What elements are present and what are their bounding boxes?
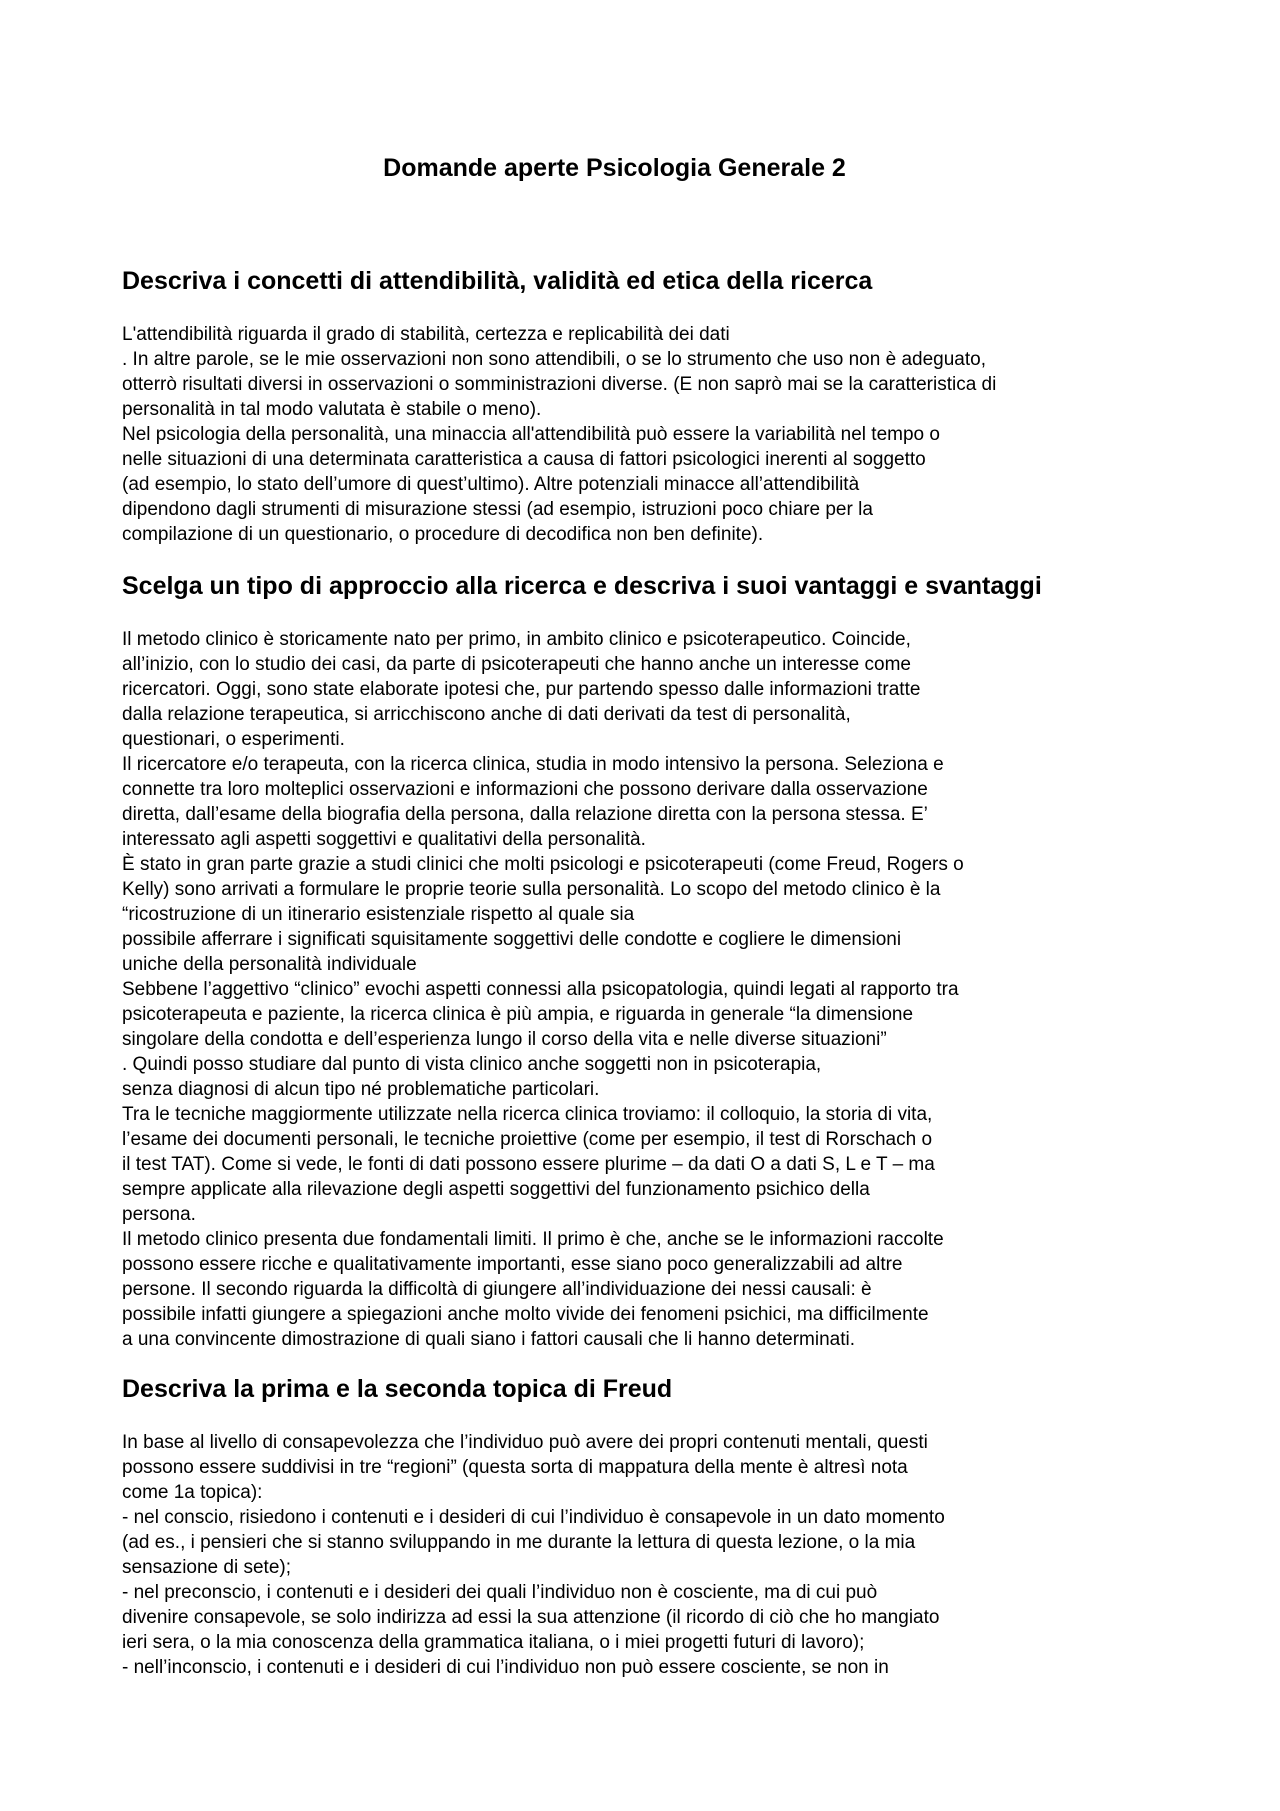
text-line: connette tra loro molteplici osservazioni e informazioni che possono derivare dalla osservazione xyxy=(122,779,928,800)
text-line: - nel conscio, risiedono i contenuti e i desideri di cui l’individuo è consapevole in un dato momento xyxy=(122,1507,945,1528)
text-line: In base al livello di consapevolezza che l’individuo può avere dei propri contenuti mentali, questi xyxy=(122,1432,928,1453)
text-line: possono essere ricche e qualitativamente importanti, esse siano poco generalizzabili ad altre xyxy=(122,1254,903,1275)
text-line: . In altre parole, se le mie osservazioni non sono attendibili, o se lo strumento che uso non è adeguato, xyxy=(122,349,986,370)
section-heading-attendibilita: Descriva i concetti di attendibilità, validità ed etica della ricerca xyxy=(122,267,873,295)
text-line: dalla relazione terapeutica, si arricchiscono anche di dati derivati da test di personalità, xyxy=(122,704,851,725)
text-line: il test TAT). Come si vede, le fonti di dati possono essere plurime – da dati O a dati S, L e T – ma xyxy=(122,1154,935,1175)
text-line: dipendono dagli strumenti di misurazione stessi (ad esempio, istruzioni poco chiare per la xyxy=(122,499,873,520)
text-line: ieri sera, o la mia conoscenza della grammatica italiana, o i miei progetti futuri di lavoro); xyxy=(122,1632,865,1653)
text-line: sempre applicate alla rilevazione degli aspetti soggettivi del funzionamento psichico della xyxy=(122,1179,870,1200)
text-line: psicoterapeuta e paziente, la ricerca clinica è più ampia, e riguarda in generale “la dimensione xyxy=(122,1004,914,1025)
text-line: Tra le tecniche maggiormente utilizzate nella ricerca clinica troviamo: il colloquio, la storia di vita, xyxy=(122,1104,933,1125)
section-body-topica-freud xyxy=(122,1430,945,1680)
text-line: uniche della personalità individuale xyxy=(122,954,417,975)
text-line: nelle situazioni di una determinata caratteristica a causa di fattori psicologici inerenti al soggetto xyxy=(122,449,926,470)
text-line: “ricostruzione di un itinerario esistenziale rispetto al quale sia xyxy=(122,904,635,925)
text-line: Il ricercatore e/o terapeuta, con la ricerca clinica, studia in modo intensivo la persona. Seleziona e xyxy=(122,754,944,775)
text-line: a una convincente dimostrazione di quali siano i fattori causali che li hanno determinati. xyxy=(122,1329,855,1350)
text-line: personalità in tal modo valutata è stabile o meno). xyxy=(122,399,542,420)
text-line: . Quindi posso studiare dal punto di vista clinico anche soggetti non in psicoterapia, xyxy=(122,1054,822,1075)
text-line: persone. Il secondo riguarda la difficoltà di giungere all’individuazione dei nessi causali: è xyxy=(122,1279,872,1300)
text-line: come 1a topica): xyxy=(122,1482,263,1503)
section-body-attendibilita xyxy=(122,322,996,547)
text-line: - nell’inconscio, i contenuti e i desideri di cui l’individuo non può essere cosciente, se non in xyxy=(122,1657,889,1678)
text-line: ricercatori. Oggi, sono state elaborate ipotesi che, pur partendo spesso dalle informazioni tratte xyxy=(122,679,921,700)
text-line: persona. xyxy=(122,1204,196,1225)
text-line: Sebbene l’aggettivo “clinico” evochi aspetti connessi alla psicopatologia, quindi legati al rapporto tra xyxy=(122,979,959,1000)
text-line: interessato agli aspetti soggettivi e qualitativi della personalità. xyxy=(122,829,646,850)
text-line: senza diagnosi di alcun tipo né problematiche particolari. xyxy=(122,1079,600,1100)
text-line: diretta, dall’esame della biografia della persona, dalla relazione diretta con la persona stessa. E’ xyxy=(122,804,928,825)
text-line: all’inizio, con lo studio dei casi, da parte di psicoterapeuti che hanno anche un interesse come xyxy=(122,654,911,675)
text-line: È stato in gran parte grazie a studi clinici che molti psicologi e psicoterapeuti (come Freud, Rogers o xyxy=(122,854,964,875)
text-line: divenire consapevole, se solo indirizza ad essi la sua attenzione (il ricordo di ciò che ho mangiato xyxy=(122,1607,940,1628)
text-line: (ad es., i pensieri che si stanno sviluppando in me durante la lettura di questa lezione, o la mia xyxy=(122,1532,916,1553)
text-line: compilazione di un questionario, o procedure di decodifica non ben definite). xyxy=(122,524,764,545)
text-line: (ad esempio, lo stato dell’umore di quest’ultimo). Altre potenziali minacce all’attendibilità xyxy=(122,474,860,495)
text-line: L'attendibilità riguarda il grado di stabilità, certezza e replicabilità dei dati xyxy=(122,324,730,345)
section-body-approccio-ricerca xyxy=(122,627,964,1352)
text-line: possibile afferrare i significati squisitamente soggettivi delle condotte e cogliere le dimensioni xyxy=(122,929,902,950)
text-line: Kelly) sono arrivati a formulare le proprie teorie sulla personalità. Lo scopo del metodo clinico è la xyxy=(122,879,941,900)
text-line: singolare della condotta e dell’esperienza lungo il corso della vita e nelle diverse situazioni” xyxy=(122,1029,887,1050)
text-line: otterrò risultati diversi in osservazioni o somministrazioni diverse. (E non saprò mai se la caratteristica di xyxy=(122,374,997,395)
text-line: possono essere suddivisi in tre “regioni” (questa sorta di mappatura della mente è altresì nota xyxy=(122,1457,908,1478)
text-line: Il metodo clinico presenta due fondamentali limiti. Il primo è che, anche se le informazioni raccolte xyxy=(122,1229,944,1250)
text-line: l’esame dei documenti personali, le tecniche proiettive (come per esempio, il test di Rorschach o xyxy=(122,1129,933,1150)
text-line: - nel preconscio, i contenuti e i desideri dei quali l’individuo non è cosciente, ma di cui può xyxy=(122,1582,878,1603)
text-line: possibile infatti giungere a spiegazioni anche molto vivide dei fenomeni psichici, ma difficilmente xyxy=(122,1304,929,1325)
text-line: Il metodo clinico è storicamente nato per primo, in ambito clinico e psicoterapeutico. Coincide, xyxy=(122,629,911,650)
section-heading-topica-freud: Descriva la prima e la seconda topica di Freud xyxy=(122,1375,673,1403)
document-title: Domande aperte Psicologia Generale 2 xyxy=(383,154,846,182)
text-line: sensazione di sete); xyxy=(122,1557,291,1578)
section-heading-approccio-ricerca: Scelga un tipo di approccio alla ricerca e descriva i suoi vantaggi e svantaggi xyxy=(122,572,1042,600)
text-line: questionari, o esperimenti. xyxy=(122,729,345,750)
text-line: Nel psicologia della personalità, una minaccia all'attendibilità può essere la variabilità nel tempo o xyxy=(122,424,940,445)
